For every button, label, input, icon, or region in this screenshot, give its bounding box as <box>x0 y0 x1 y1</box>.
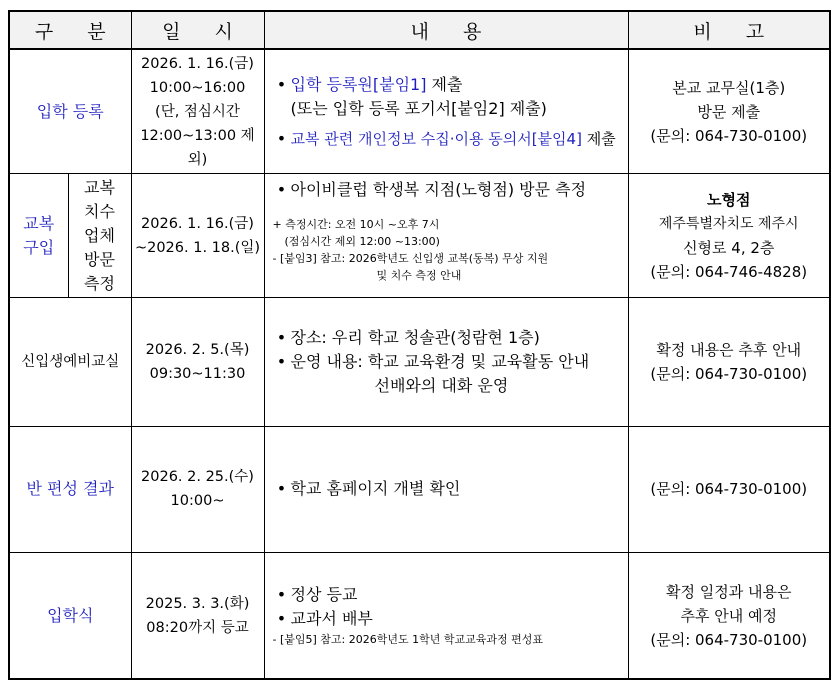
bullet-text: 학교 홈페이지 개별 확인 <box>290 479 461 499</box>
note-cell <box>628 173 830 297</box>
note-line: 신형로 4, 2층 <box>683 238 775 257</box>
bullet-text: 운영 내용: 학교 교육환경 및 교육활동 안내 <box>290 352 590 372</box>
table-row <box>9 298 830 426</box>
bullet-text: 교과서 배부 <box>290 609 373 629</box>
bullet-item <box>273 583 628 607</box>
subcategory-line: 측정 <box>84 273 115 293</box>
note-line: (문의: 064-730-0100) <box>650 480 808 499</box>
bullet-continuation: 선배와의 대화 운영 <box>374 376 509 396</box>
note-cell <box>628 553 830 679</box>
note-line: (문의: 064-730-0100) <box>650 126 808 145</box>
datetime-line: 08:20까지 등교 <box>146 619 249 636</box>
note-line: 노형점 <box>707 190 751 209</box>
note-line: 제주특별자치도 제주시 <box>658 215 799 232</box>
schedule-table <box>8 10 831 680</box>
category-line: 구입 <box>23 237 55 257</box>
category-cell: 반 편성 결과 <box>9 426 131 552</box>
content-cell <box>264 173 628 297</box>
detail-text: - [붙임3] 참고: 2026학년도 신입생 교복(동복) 무상 지원 <box>272 251 549 265</box>
datetime-line: (단, 점심시간 <box>155 103 240 120</box>
content-cell <box>264 298 628 426</box>
bullet-item <box>273 326 628 350</box>
bullet-icon: • <box>276 74 287 94</box>
datetime-line: ~2026. 1. 18.(일) <box>134 239 261 256</box>
category-line: 교복 <box>23 213 55 233</box>
content-cell <box>264 426 628 552</box>
datetime-cell <box>131 49 264 173</box>
datetime-cell <box>131 298 264 426</box>
note-cell <box>628 426 830 552</box>
bullet-icon: • <box>276 479 287 499</box>
subcategory-line: 치수 <box>84 201 115 221</box>
datetime-line: 2025. 3. 3.(화) <box>145 595 250 612</box>
note-line: 본교 교무실(1층) <box>672 78 786 97</box>
bullet-text: 제출 <box>581 129 616 148</box>
datetime-line: 10:00~ <box>170 493 225 510</box>
note-line: 방문 제출 <box>697 102 761 121</box>
detail-text: - [붙임5] 참고: 2026학년도 1학년 학교교육과정 편성표 <box>272 633 543 647</box>
header-row <box>9 11 830 49</box>
note-cell <box>628 49 830 173</box>
note-line: (문의: 064-730-0100) <box>650 365 808 384</box>
detail-text: (점심시간 제외 12:00 ~13:00) <box>284 234 440 248</box>
datetime-line: 09:30~11:30 <box>149 366 246 383</box>
content-cell <box>264 49 628 173</box>
datetime-cell <box>131 426 264 552</box>
bullet-continuation: (또는 입학 등록 포기서[붙임2] 제출) <box>290 98 547 118</box>
datetime-cell <box>131 553 264 679</box>
bullet-icon: • <box>276 328 287 348</box>
subcategory-line: 업체 <box>84 225 115 245</box>
header-content: 내 용 <box>264 11 628 49</box>
note-cell <box>628 298 830 426</box>
table-row <box>9 426 830 552</box>
table-row <box>9 49 830 173</box>
subcategory-cell <box>68 173 131 297</box>
header-category: 구 분 <box>9 11 131 49</box>
bullet-icon: • <box>276 609 287 629</box>
category-cell: 입학식 <box>9 553 131 679</box>
category-cell <box>9 173 68 297</box>
header-note: 비 고 <box>628 11 830 49</box>
bullet-text: 장소: 우리 학교 청솔관(청람현 1층) <box>290 328 540 348</box>
bullet-item <box>273 477 628 501</box>
bullet-item <box>273 127 628 151</box>
datetime-line: 2026. 1. 16.(금) <box>141 215 254 232</box>
category-cell: 입학 등록 <box>9 49 131 173</box>
bullet-text: 제출 <box>426 74 463 94</box>
table-row <box>9 173 830 297</box>
datetime-line: 10:00~16:00 <box>149 79 246 96</box>
bullet-item <box>273 350 628 374</box>
bullet-icon: • <box>276 179 287 199</box>
bullet-icon: • <box>276 585 287 605</box>
table-row <box>9 553 830 679</box>
subcategory-line: 교복 <box>84 177 115 197</box>
datetime-line: 2026. 2. 25.(수) <box>141 469 254 486</box>
bullet-icon: • <box>276 352 287 372</box>
datetime-line: 2026. 2. 5.(목) <box>145 342 250 359</box>
note-line: 확정 일정과 내용은 <box>666 582 792 601</box>
bullet-item <box>273 178 628 202</box>
datetime-line: 12:00~13:00 제외) <box>140 127 255 168</box>
category-cell: 신입생예비교실 <box>9 298 131 426</box>
bullet-item <box>273 607 628 631</box>
bullet-text: 정상 등교 <box>290 585 358 605</box>
subcategory-line: 방문 <box>84 249 115 269</box>
detail-text: + 측정시간: 오전 10시 ~오후 7시 <box>272 217 440 231</box>
note-line: (문의: 064-746-4828) <box>650 262 808 281</box>
note-line: (문의: 064-730-0100) <box>650 630 808 649</box>
detail-text: 및 치수 측정 안내 <box>376 268 462 282</box>
attachment-label: 입학 등록원[붙임1] <box>290 74 427 94</box>
bullet-icon: • <box>276 128 287 148</box>
note-line: 추후 안내 예정 <box>680 606 777 625</box>
note-line: 확정 내용은 추후 안내 <box>656 341 802 360</box>
attachment-label: 교복 관련 개인정보 수집·이용 동의서[붙임4] <box>290 129 582 148</box>
bullet-text: 아이비클럽 학생복 지점(노형점) 방문 측정 <box>290 179 587 199</box>
datetime-cell <box>131 173 264 297</box>
datetime-line: 2026. 1. 16.(금) <box>141 55 254 72</box>
header-datetime: 일 시 <box>131 11 264 49</box>
bullet-item <box>273 73 628 97</box>
content-cell <box>264 553 628 679</box>
